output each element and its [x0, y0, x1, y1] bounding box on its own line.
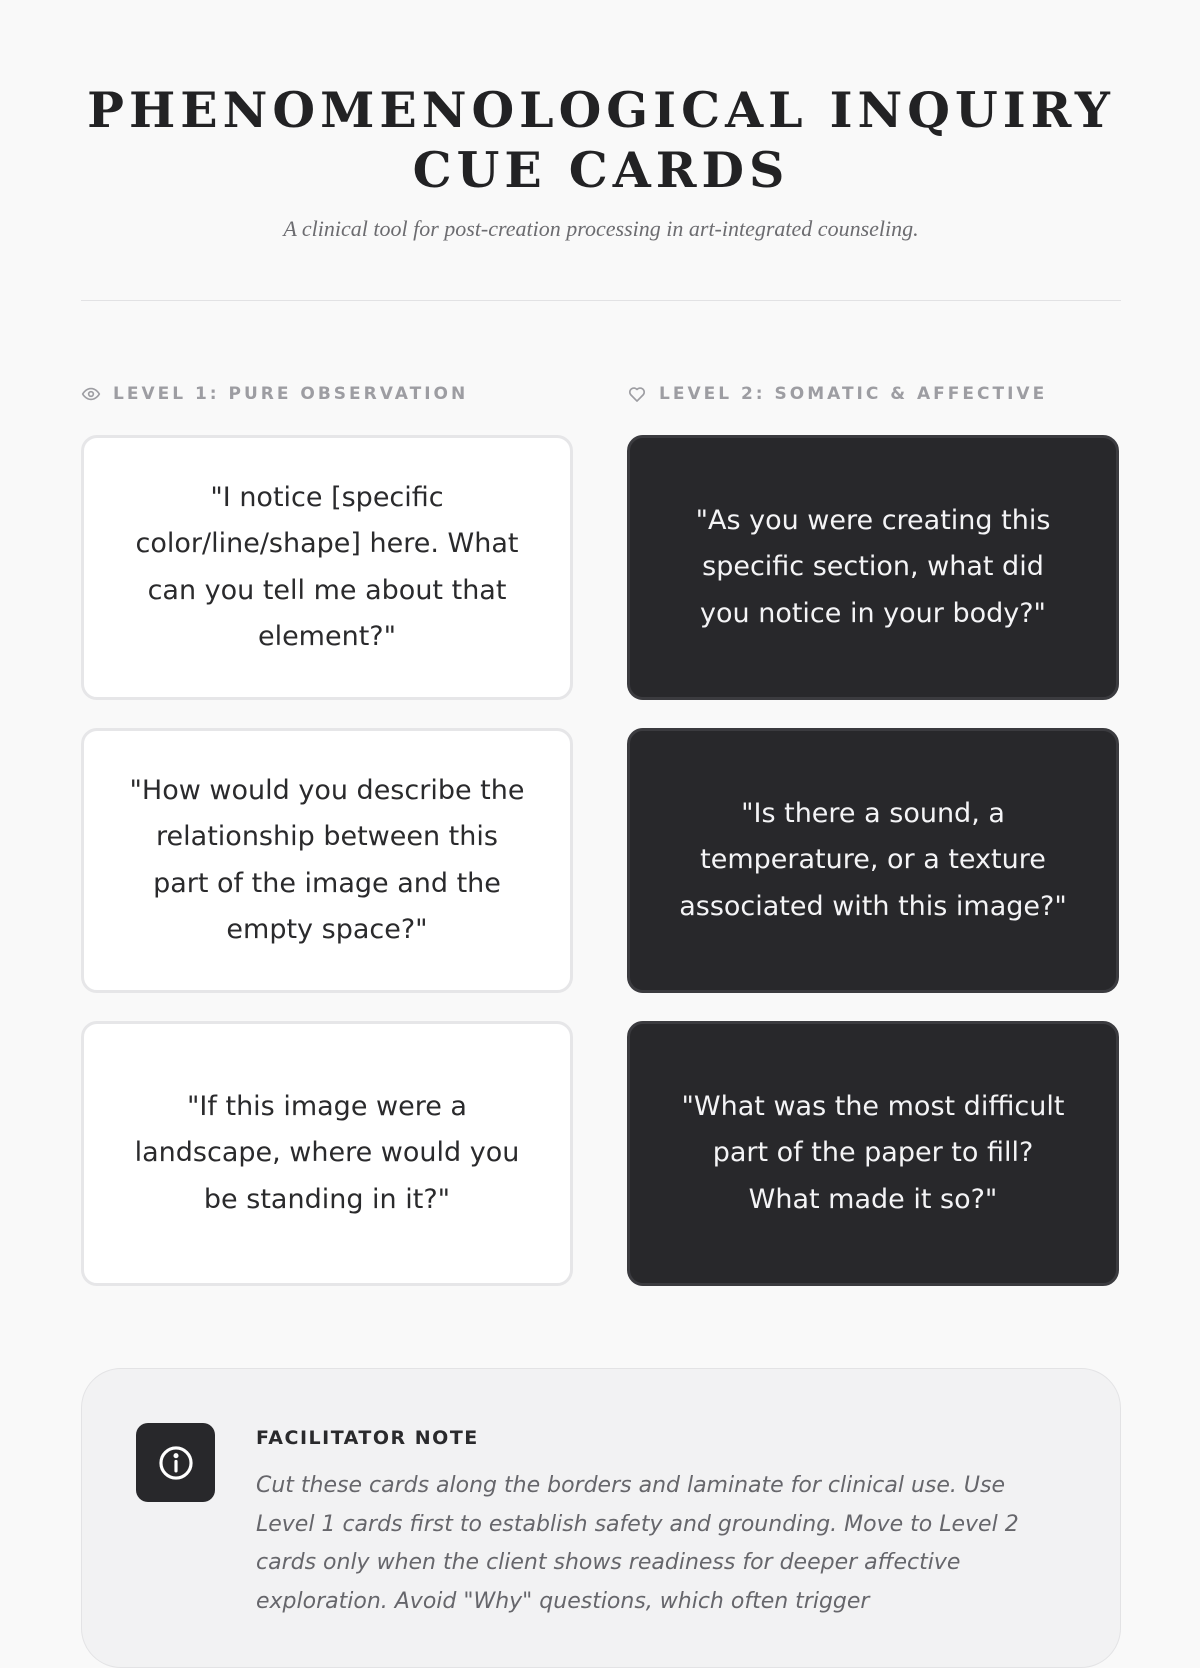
info-icon [136, 1423, 215, 1502]
level-2-card: "Is there a sound, a temperature, or a texture associated with this image?" [627, 728, 1119, 993]
level-1-card: "How would you describe the relationship between this part of the image and the empty space?" [81, 728, 573, 993]
level-1-heading [81, 382, 468, 406]
level-2-label: LEVEL 2: SOMATIC & AFFECTIVE [659, 384, 1048, 404]
note-title: FACILITATOR NOTE [256, 1427, 479, 1449]
page-title: PHENOMENOLOGICAL INQUIRY CUE CARDS [87, 81, 1115, 199]
page-subtitle: A clinical tool for post-creation processing in art-integrated counseling. [283, 216, 919, 241]
level-2-heading [627, 382, 1047, 406]
facilitator-note [81, 1368, 1121, 1668]
level-1-card: "I notice [specific color/line/shape] here. What can you tell me about that element?" [81, 435, 573, 700]
heart-icon [627, 384, 647, 404]
level-2-card: "As you were creating this specific section, what did you notice in your body?" [627, 435, 1119, 700]
note-body: Cut these cards along the borders and laminate for clinical use. Use Level 1 cards first to establish safety and grounding. Move to Level 2 cards only when the client shows readiness for deeper affective exploration. Avoid "Why" questions, which often trigger [256, 1473, 1019, 1614]
level-2-card: "What was the most difficult part of the paper to fill? What made it so?" [627, 1021, 1119, 1286]
eye-icon [81, 384, 101, 404]
header-divider [81, 300, 1121, 301]
level-1-label: LEVEL 1: PURE OBSERVATION [113, 384, 469, 404]
level-1-card: "If this image were a landscape, where would you be standing in it?" [81, 1021, 573, 1286]
